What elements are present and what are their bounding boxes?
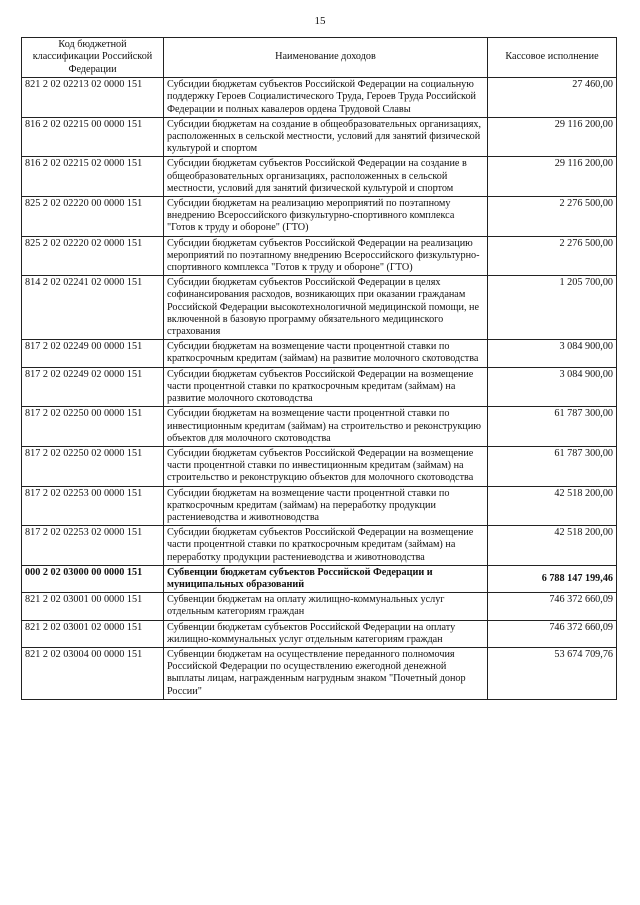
row-code: 000 2 02 03000 00 0000 151 (22, 565, 164, 592)
row-code: 816 2 02 02215 00 0000 151 (22, 117, 164, 157)
row-amount: 2 276 500,00 (488, 197, 617, 237)
row-name: Субсидии бюджетам субъектов Российской Федерации на создание в общеобразовательных организациях, расположенных в сельской местности, условий для занятий физической культурой и спортом (164, 157, 488, 197)
row-name: Субсидии бюджетам субъектов Российской Федерации на возмещение части процентной ставки по краткосрочным кредитам (займам) на переработку продукции растениеводства и животноводства (164, 526, 488, 566)
row-amount: 42 518 200,00 (488, 486, 617, 526)
table-row (22, 647, 617, 699)
table-header-row (22, 38, 617, 78)
table-row (22, 407, 617, 447)
row-name: Субсидии бюджетам на реализацию мероприятий по поэтапному внедрению Всероссийского физкультурно-спортивного комплекса "Готов к труду и обороне" (ГТО) (164, 197, 488, 237)
row-name: Субсидии бюджетам на создание в общеобразовательных организациях, расположенных в сельской местности, условий для занятий физической культурой и спортом (164, 117, 488, 157)
row-name: Субвенции бюджетам на оплату жилищно-коммунальных услуг отдельным категориям граждан (164, 593, 488, 620)
row-name: Субсидии бюджетам субъектов Российской Федерации в целях софинансирования расходов, возникающих при оказании гражданам Российской Федерации высокотехнологичной медицинской помощи, не включенной в базовую программу обязательного медицинского страхования (164, 276, 488, 340)
table-row (22, 197, 617, 237)
row-code: 821 2 02 02213 02 0000 151 (22, 78, 164, 118)
table-row (22, 620, 617, 647)
row-amount: 746 372 660,09 (488, 620, 617, 647)
row-code: 821 2 02 03001 02 0000 151 (22, 620, 164, 647)
row-name: Субсидии бюджетам субъектов Российской Федерации на социальную поддержку Героев Социалистического Труда, Героев Труда Российской Федерации и полных кавалеров ордена Трудовой Славы (164, 78, 488, 118)
row-code: 817 2 02 02249 00 0000 151 (22, 340, 164, 367)
row-name: Субсидии бюджетам на возмещение части процентной ставки по краткосрочным кредитам (займам) на развитие молочного скотоводства (164, 340, 488, 367)
page-number: 15 (314, 15, 326, 27)
table-row (22, 486, 617, 526)
row-code: 817 2 02 02253 00 0000 151 (22, 486, 164, 526)
row-name: Субвенции бюджетам на осуществление переданного полномочия Российской Федерации по осуществлению ежегодной денежной выплаты лицам, награжденным нагрудным знаком "Почетный донор России" (164, 647, 488, 699)
table-row (22, 593, 617, 620)
row-code: 825 2 02 02220 02 0000 151 (22, 236, 164, 276)
row-code: 817 2 02 02250 00 0000 151 (22, 407, 164, 447)
row-name: Субвенции бюджетам субъектов Российской Федерации и муниципальных образований (164, 565, 488, 592)
table-row (22, 340, 617, 367)
row-amount: 61 787 300,00 (488, 446, 617, 486)
table-row (22, 367, 617, 407)
row-amount: 3 084 900,00 (488, 340, 617, 367)
row-amount: 27 460,00 (488, 78, 617, 118)
row-code: 821 2 02 03004 00 0000 151 (22, 647, 164, 699)
row-amount: 61 787 300,00 (488, 407, 617, 447)
table-row (22, 236, 617, 276)
row-amount: 29 116 200,00 (488, 157, 617, 197)
row-name: Субсидии бюджетам субъектов Российской Федерации на возмещение части процентной ставки по краткосрочным кредитам (займам) на развитие молочного скотоводства (164, 367, 488, 407)
row-amount: 42 518 200,00 (488, 526, 617, 566)
row-amount: 3 084 900,00 (488, 367, 617, 407)
row-amount: 1 205 700,00 (488, 276, 617, 340)
header-amount: Кассовое исполнение (488, 38, 617, 78)
row-name: Субсидии бюджетам субъектов Российской Федерации на возмещение части процентной ставки по инвестиционным кредитам (займам) на строительство и реконструкцию объектов для молочного скотоводства (164, 446, 488, 486)
row-code: 825 2 02 02220 00 0000 151 (22, 197, 164, 237)
row-code: 816 2 02 02215 02 0000 151 (22, 157, 164, 197)
header-name: Наименование доходов (164, 38, 488, 78)
row-code: 817 2 02 02253 02 0000 151 (22, 526, 164, 566)
row-code: 821 2 02 03001 00 0000 151 (22, 593, 164, 620)
row-code: 814 2 02 02241 02 0000 151 (22, 276, 164, 340)
table-row (22, 117, 617, 157)
row-code: 817 2 02 02249 02 0000 151 (22, 367, 164, 407)
row-amount: 53 674 709,76 (488, 647, 617, 699)
header-code: Код бюджетной классификации Российской Федерации (22, 38, 164, 78)
budget-revenue-table (21, 37, 617, 700)
table-row (22, 446, 617, 486)
row-name: Субвенции бюджетам субъектов Российской Федерации на оплату жилищно-коммунальных услуг отдельным категориям граждан (164, 620, 488, 647)
row-name: Субсидии бюджетам субъектов Российской Федерации на реализацию мероприятий по поэтапному внедрению Всероссийского физкультурно-спортивного комплекса "Готов к труду и обороне" (ГТО) (164, 236, 488, 276)
row-code: 817 2 02 02250 02 0000 151 (22, 446, 164, 486)
row-amount: 746 372 660,09 (488, 593, 617, 620)
row-amount: 6 788 147 199,46 (488, 565, 617, 592)
table-row (22, 78, 617, 118)
row-amount: 2 276 500,00 (488, 236, 617, 276)
table-row (22, 157, 617, 197)
row-name: Субсидии бюджетам на возмещение части процентной ставки по краткосрочным кредитам (займам) на переработку продукции растениеводства и животноводства (164, 486, 488, 526)
table-row (22, 565, 617, 592)
table-row (22, 526, 617, 566)
table-row (22, 276, 617, 340)
row-name: Субсидии бюджетам на возмещение части процентной ставки по инвестиционным кредитам (займам) на строительство и реконструкцию объектов для молочного скотоводства (164, 407, 488, 447)
row-amount: 29 116 200,00 (488, 117, 617, 157)
